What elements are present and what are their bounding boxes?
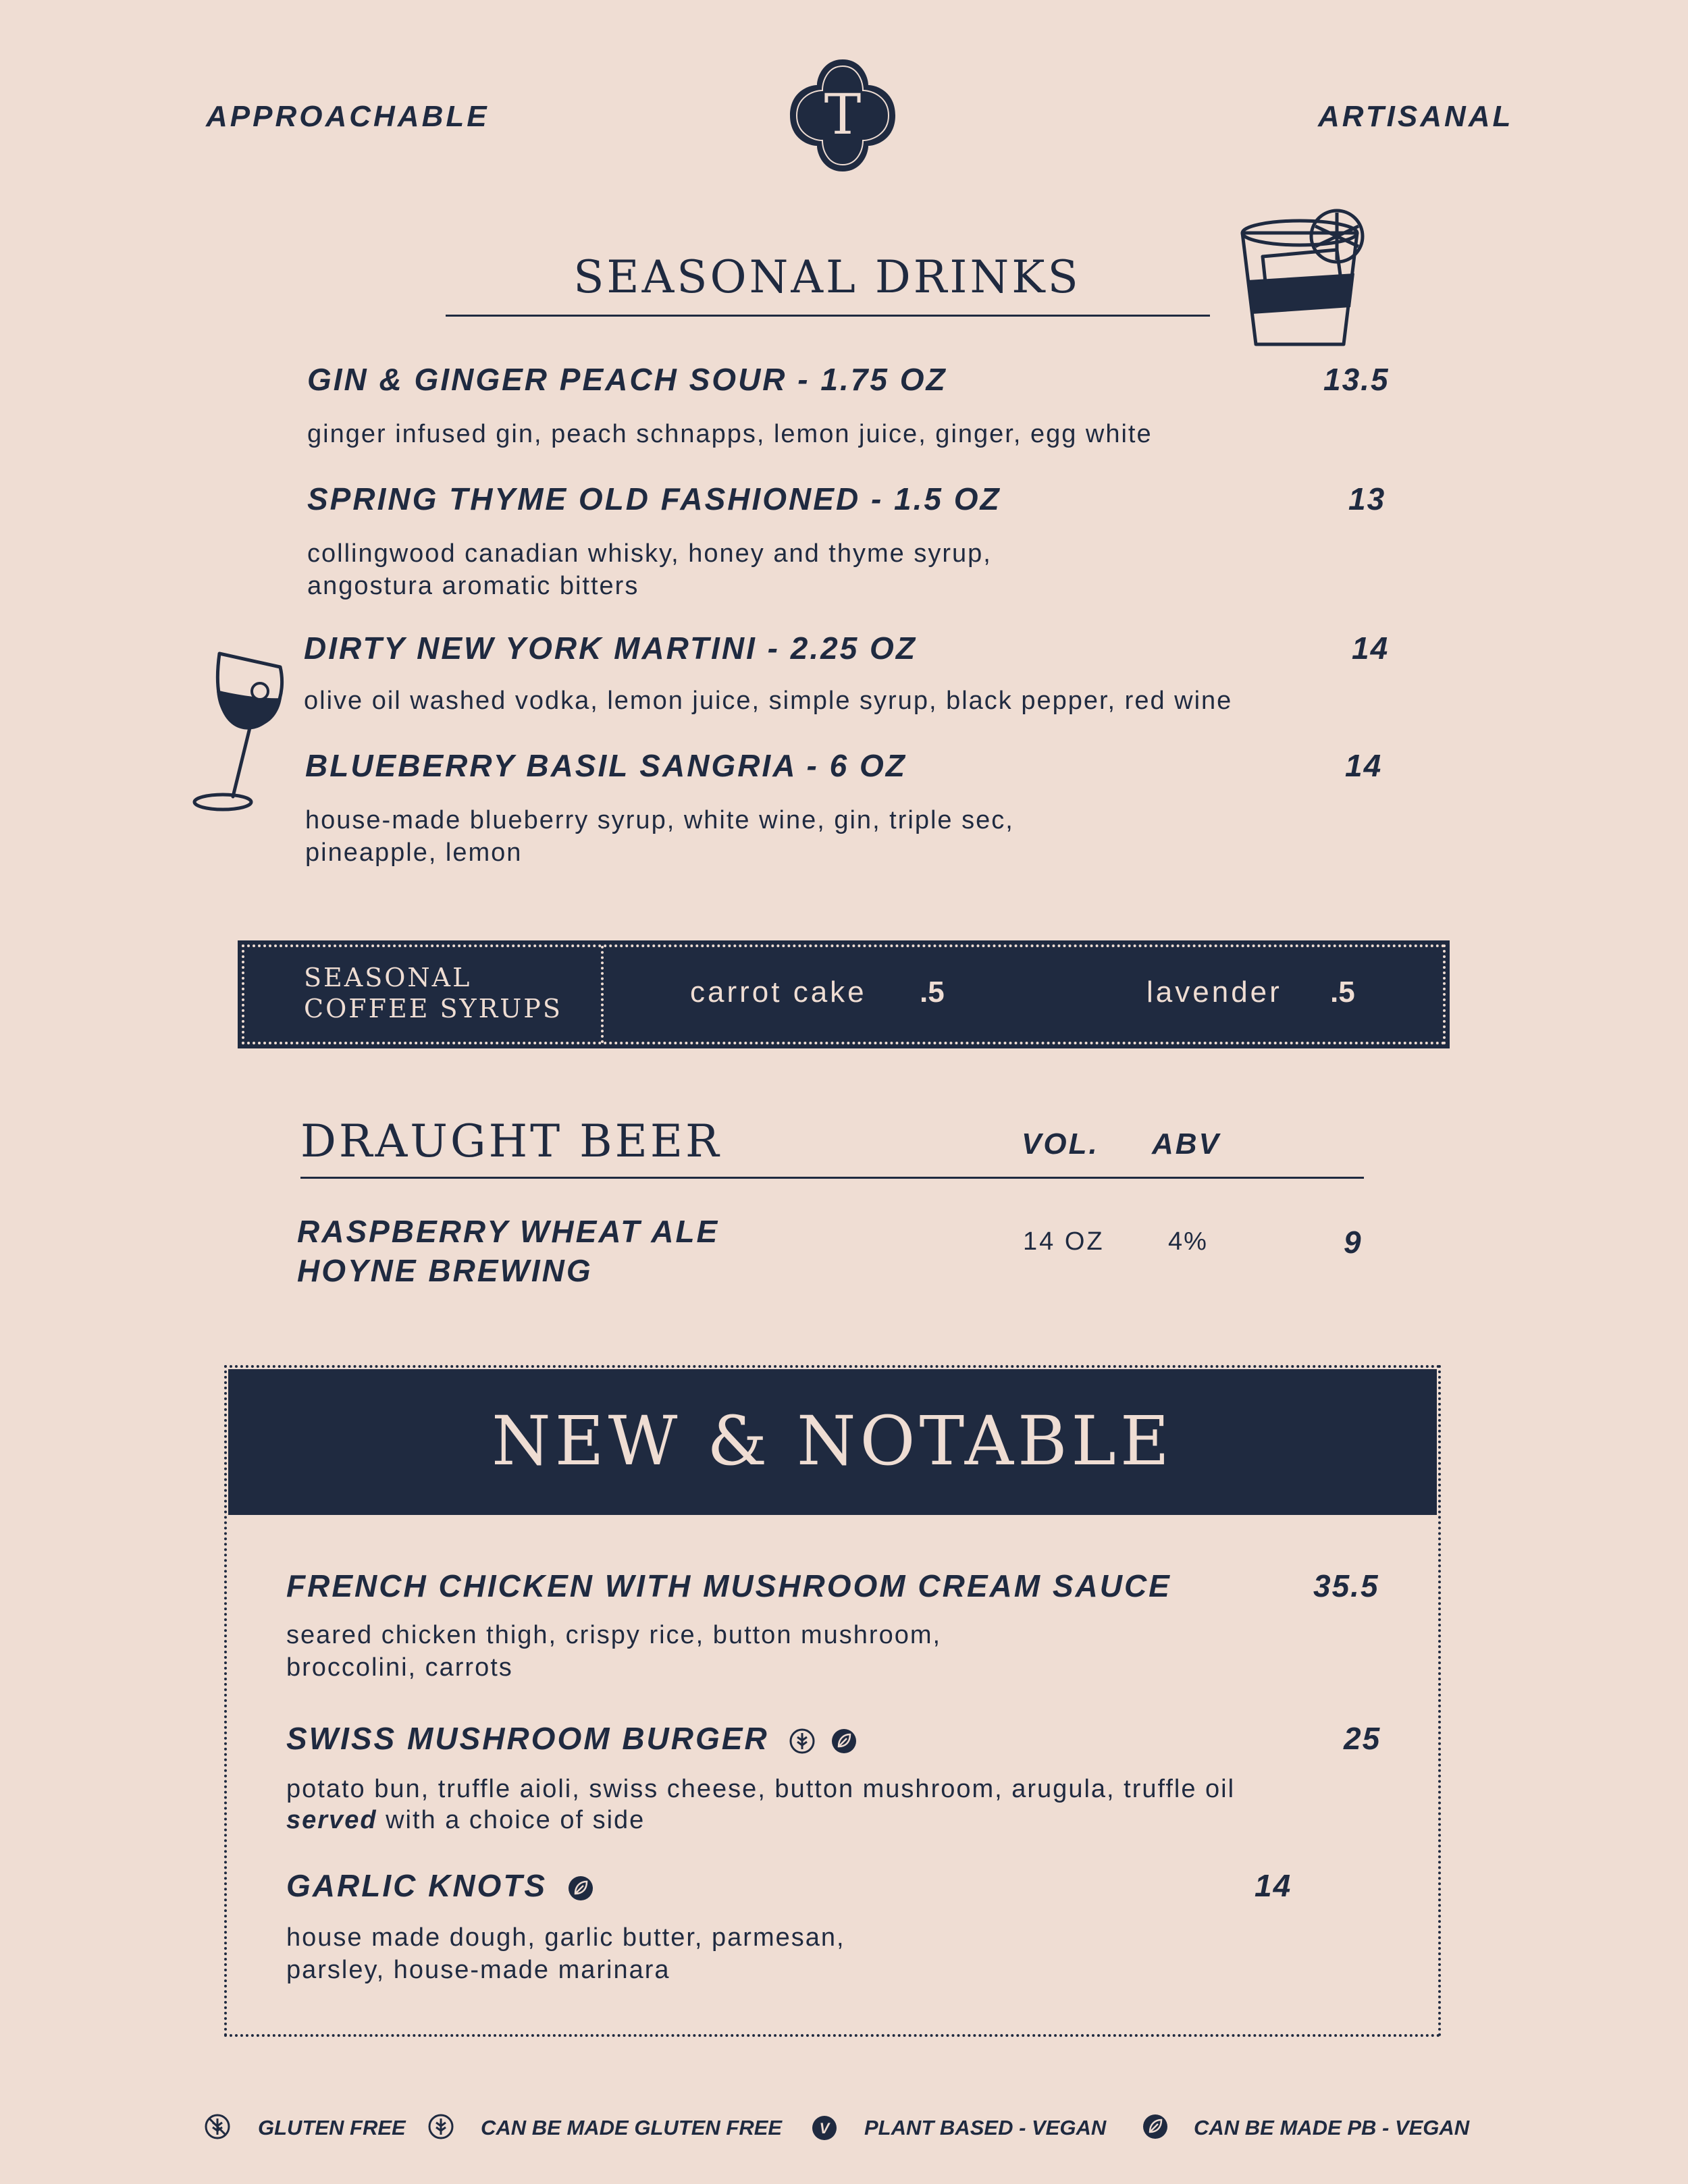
notable-item-name: FRENCH CHICKEN WITH MUSHROOM CREAM SAUCE (286, 1568, 1171, 1603)
legend-can-be-pb-vegan: CAN BE MADE PB - VEGAN (1194, 2116, 1470, 2139)
seasonal-item-price: 13 (1348, 481, 1386, 516)
syrup-option-price: .5 (1330, 976, 1355, 1009)
beer-name-line1: RASPBERRY WHEAT ALE (297, 1214, 720, 1249)
syrup-option-name: carrot cake (690, 976, 867, 1009)
new-notable-title: NEW & NOTABLE (492, 1402, 1173, 1481)
plant-based-vegan-icon (811, 2114, 838, 2141)
seasonal-item-desc: ginger infused gin, peach schnapps, lemon juice, ginger, egg white (307, 420, 1153, 448)
notable-item-desc: parsley, house-made marinara (286, 1956, 670, 1984)
seasonal-item-price: 14 (1345, 748, 1383, 783)
notable-item-price: 25 (1344, 1721, 1381, 1756)
beer-col-vol: VOL. (1022, 1127, 1099, 1161)
seasonal-item-desc: olive oil washed vodka, lemon juice, simple syrup, black pepper, red wine (304, 687, 1233, 715)
seasonal-item-name: SPRING THYME OLD FASHIONED - 1.5 OZ (307, 481, 1001, 516)
syrups-title-line2: COFFEE SYRUPS (304, 994, 562, 1023)
rocks-glass-icon (1236, 206, 1371, 351)
seasonal-item-desc: pineapple, lemon (305, 838, 523, 867)
tagline-approachable: APPROACHABLE (206, 100, 490, 133)
seasonal-item-name: BLUEBERRY BASIL SANGRIA - 6 OZ (305, 748, 907, 783)
beer-title-rule (300, 1177, 1364, 1179)
seasonal-item-price: 13.5 (1323, 362, 1390, 397)
can-be-pb-vegan-icon (830, 1728, 858, 1755)
beer-col-abv: ABV (1152, 1127, 1221, 1161)
seasonal-drinks-title: SEASONAL DRINKS (573, 251, 1081, 303)
beer-price: 9 (1344, 1225, 1363, 1260)
legend-gluten-free: GLUTEN FREE (258, 2116, 406, 2139)
legend-can-be-gluten-free: CAN BE MADE GLUTEN FREE (481, 2116, 783, 2139)
seasonal-item-desc: house-made blueberry syrup, white wine, gin, triple sec, (305, 806, 1014, 834)
seasonal-item-desc: collingwood canadian whisky, honey and thyme syrup, (307, 539, 992, 568)
notable-item-desc: potato bun, truffle aioli, swiss cheese, button mushroom, arugula, truffle oil (286, 1775, 1236, 1803)
notable-item-desc: seared chicken thigh, crispy rice, button mushroom, (286, 1621, 942, 1649)
seasonal-item-desc: angostura aromatic bitters (307, 572, 639, 600)
seasonal-item-price: 14 (1352, 631, 1390, 666)
notable-item-name: SWISS MUSHROOM BURGER (286, 1721, 769, 1756)
new-notable-banner (228, 1369, 1437, 1515)
notable-item-desc: broccolini, carrots (286, 1653, 513, 1682)
notable-item-price: 35.5 (1313, 1568, 1379, 1603)
seasonal-item-name: GIN & GINGER PEACH SOUR - 1.75 OZ (307, 362, 947, 397)
notable-item-desc: house made dough, garlic butter, parmesan, (286, 1923, 845, 1952)
can-be-pb-vegan-icon (1142, 2113, 1169, 2140)
beer-item-name (297, 1212, 719, 1290)
syrup-option-price: .5 (920, 976, 945, 1009)
beer-name-line2: HOYNE BREWING (297, 1253, 593, 1288)
notable-item-desc-2 (286, 1803, 645, 1837)
seasonal-title-rule (446, 315, 1210, 317)
can-be-gluten-free-icon (427, 2113, 454, 2140)
notable-item-name-row (286, 1867, 594, 1904)
notable-item-name-row (286, 1720, 858, 1757)
coffee-syrups-band (238, 940, 1450, 1048)
logo-emblem (789, 58, 897, 173)
notable-item-name: GARLIC KNOTS (286, 1868, 548, 1903)
notable-item-price: 14 (1255, 1868, 1292, 1903)
served-emphasis: served (286, 1806, 377, 1834)
served-rest: with a choice of side (377, 1806, 645, 1834)
legend-plant-based-vegan: PLANT BASED - VEGAN (864, 2116, 1107, 2139)
tagline-artisanal: ARTISANAL (1318, 100, 1514, 133)
seasonal-item-name: DIRTY NEW YORK MARTINI - 2.25 OZ (304, 631, 917, 666)
draught-beer-title: DRAUGHT BEER (300, 1115, 722, 1167)
syrups-title-line1: SEASONAL (304, 963, 472, 992)
syrup-option-name: lavender (1146, 976, 1282, 1009)
beer-abv: 4% (1168, 1227, 1208, 1256)
gluten-free-icon (204, 2113, 231, 2140)
logo-letter: T (824, 83, 862, 147)
wine-glass-icon (186, 648, 294, 814)
can-be-pb-vegan-icon (567, 1875, 594, 1902)
beer-vol: 14 OZ (1023, 1227, 1105, 1256)
svg-text:V: V (819, 2120, 830, 2137)
can-be-gluten-free-icon (789, 1728, 816, 1755)
